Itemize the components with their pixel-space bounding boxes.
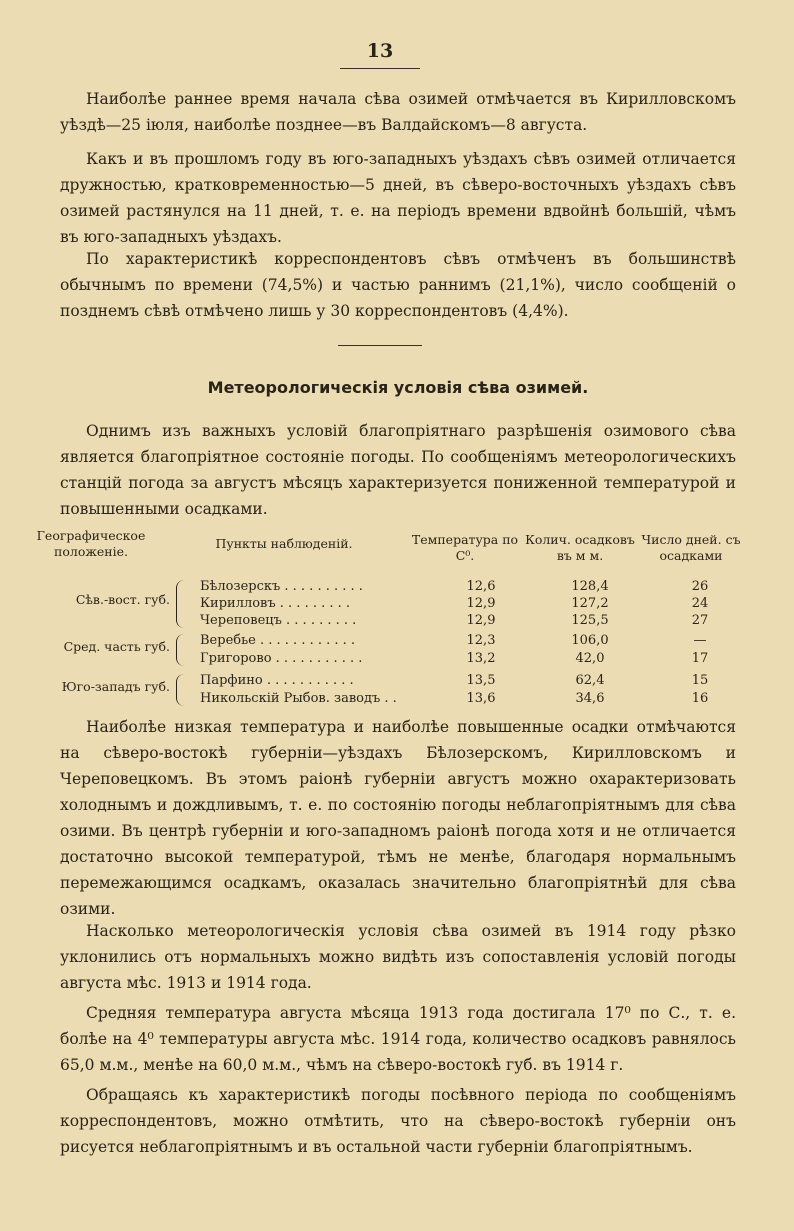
table-row [176, 578, 756, 595]
precipitation-value: 125,5 [571, 613, 609, 628]
temperature-value: 13,5 [466, 673, 496, 688]
station-name: Григорово . . . . . . . . . . . [200, 651, 363, 666]
table-group-central [26, 632, 756, 672]
precipitation-value: 128,4 [571, 579, 609, 594]
paragraph-northeast-weather: Наиболѣе низкая температура и наиболѣе повышенные осадки отмѣчаются на сѣверо-востокѣ губерніи—уѣздахъ Бѣлозерскомъ, Кирилловскомъ и Череповецкомъ. Въ этомъ раіонѣ губерніи августъ можно охарактеризовать холоднымъ и дождливымъ, т. е. по состоянію погоды неблагопріятнымъ для сѣва озими. Въ центрѣ губерніи и юго-западномъ раіонѣ погода хотя и не отличается достаточно высокой температурой, тѣмъ не менѣе, благодаря нормальнымъ перемежающимся осадкамъ, оказалась значительно благопріятнѣй для сѣва озими. [60, 718, 736, 918]
group-label: Юго-западъ губ. [61, 679, 170, 694]
paragraph-august-temperature: Средняя температура августа мѣсяца 1913 года достигала 17⁰ по С., т. е. болѣе на 4⁰ температуры августа мѣс. 1914 года, количество осадковъ равнялось 65,0 м.м., менѣе на 60,0 м.м., чѣмъ на сѣверо-востокѣ губ. въ 1914 г. [60, 1004, 736, 1074]
temperature-value: 12,9 [466, 613, 496, 628]
temperature-value: 12,6 [466, 579, 496, 594]
precipitation-value: 62,4 [575, 673, 605, 688]
temperature-value: 13,2 [466, 651, 496, 666]
rain-days-value: 16 [691, 691, 709, 706]
table-header-points: Пункты наблюденій. [215, 536, 353, 551]
precipitation-value: 42,0 [575, 651, 605, 666]
temperature-value: 13,6 [466, 691, 496, 706]
station-name: Бѣлозерскъ . . . . . . . . . . [200, 579, 363, 594]
precipitation-value: 34,6 [575, 691, 605, 706]
section-divider [338, 345, 422, 346]
page-number-underline [340, 68, 420, 69]
rain-days-value: 26 [691, 579, 709, 594]
temperature-value: 12,9 [466, 596, 496, 611]
paragraph-correspondents: По характеристикѣ корреспондентовъ сѣвъ отмѣченъ въ большинствѣ обычнымъ по времени (74,5%) и частью раннимъ (21,1%), число сообщеній о позднемъ сѣвѣ отмѣчено лишь у 30 корреспондентовъ (4,4%). [60, 250, 736, 320]
table-row [176, 632, 756, 649]
paragraph-earliest-sowing: Наиболѣе раннее время начала сѣва озимей отмѣчается въ Кирилловскомъ уѣздѣ—25 іюля, наиболѣе позднее—въ Валдайскомъ—8 августа. [60, 90, 736, 134]
station-name: Веребье . . . . . . . . . . . . [200, 633, 356, 648]
table-row [176, 612, 756, 629]
rain-days-value: 17 [691, 651, 709, 666]
rain-days-value: 24 [691, 596, 709, 611]
station-name: Череповецъ . . . . . . . . . [200, 613, 357, 628]
rain-days-value: 15 [691, 673, 709, 688]
table-header-rain-days: Число дней. съ осадками [641, 532, 741, 563]
table-group-northeast [26, 578, 756, 634]
table-group-southwest [26, 672, 756, 712]
rain-days-value: — [693, 633, 707, 648]
temperature-value: 12,3 [466, 633, 496, 648]
precipitation-value: 127,2 [571, 596, 609, 611]
station-name: Никольскій Рыбов. заводъ . . [200, 691, 397, 706]
rain-days-value: 27 [691, 613, 709, 628]
group-label: Сѣв.-вост. губ. [75, 592, 170, 607]
precipitation-value: 106,0 [571, 633, 609, 648]
paragraph-1913-1914-comparison: Насколько метеорологическія условія сѣва озимей въ 1914 году рѣзко уклонились отъ нормальныхъ можно видѣть изъ сопоставленія условій погоды августа мѣс. 1913 и 1914 года. [60, 922, 736, 992]
paragraph-correspondent-weather: Обращаясь къ характеристикѣ погоды посѣвного періода по сообщеніямъ корреспондентовъ, можно отмѣтить, что на сѣверо-востокѣ губерніи онъ рисуется неблагопріятнымъ и въ остальной части губерніи благопріятнымъ. [60, 1086, 736, 1156]
paragraph-weather-intro: Однимъ изъ важныхъ условій благопріятнаго разрѣшенія озимового сѣва является благопріятное состояніе погоды. По сообщеніямъ метеорологическихъ станцій погода за августъ мѣсяцъ характеризуется пониженной температурой и повышенными осадками. [60, 422, 736, 518]
table-row [176, 690, 756, 707]
table-row [176, 650, 756, 667]
table-row [176, 672, 756, 689]
table-header-precipitation: Колич. осадковъ въ м м. [525, 532, 635, 563]
paragraph-sowing-duration: Какъ и въ прошломъ году въ юго-западныхъ уѣздахъ сѣвъ озимей отличается дружностью, кратковременностью—5 дней, въ сѣверо-восточныхъ уѣздахъ сѣвъ озимей растянулся на 11 дней, т. е. на періодъ времени вдвойнѣ большій, чѣмъ въ юго-западныхъ уѣздахъ. [60, 150, 736, 246]
section-title: Метеорологическія условія сѣва озимей. [207, 378, 589, 397]
table-header-temperature: Температура по С⁰. [411, 532, 519, 563]
table-header-geo: Географическое положеніе. [36, 528, 146, 559]
station-name: Кирилловъ . . . . . . . . . [200, 596, 351, 611]
group-label: Сред. часть губ. [63, 639, 170, 654]
station-name: Парфино . . . . . . . . . . . [200, 673, 354, 688]
table-row [176, 595, 756, 612]
page-number: 13 [366, 40, 394, 62]
